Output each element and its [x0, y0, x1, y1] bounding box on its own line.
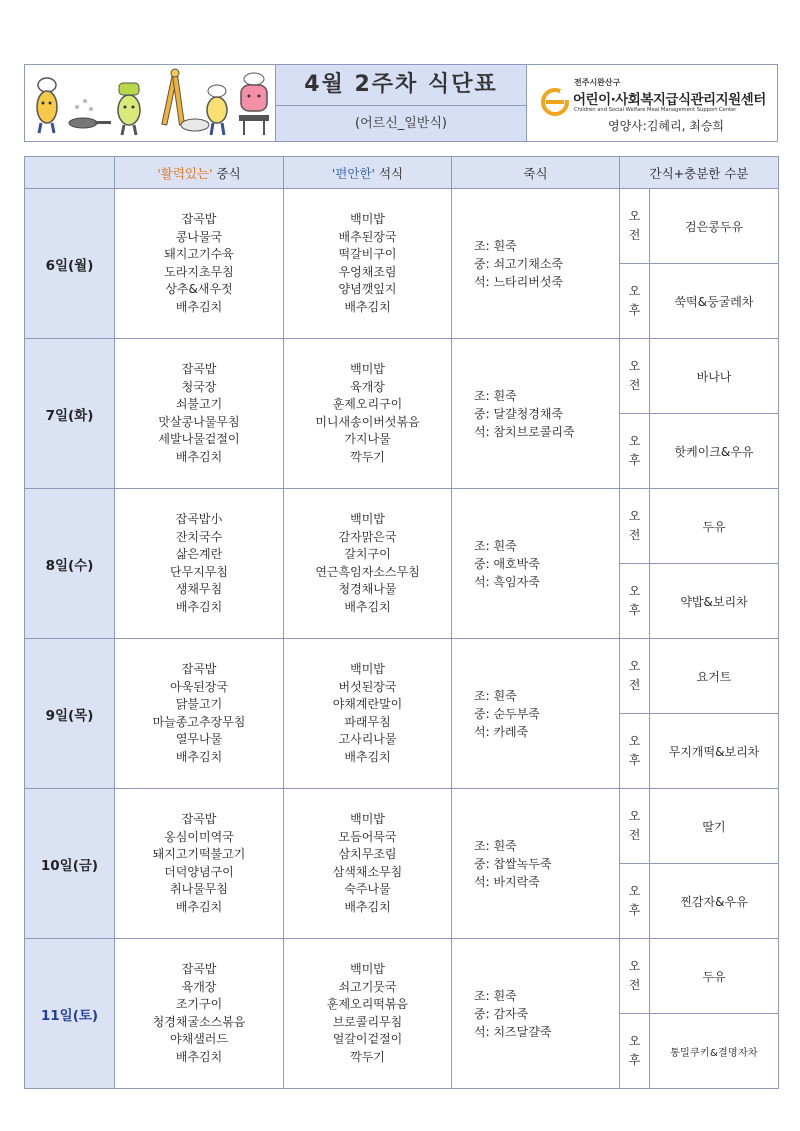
am-label	[620, 339, 650, 414]
menu-item: 석: 흑임자죽	[474, 574, 540, 589]
page-title: 4월 2주차 식단표	[276, 65, 526, 106]
menu-item: 갈치구이	[344, 547, 391, 561]
pm-label	[620, 564, 650, 639]
am-char: 전	[628, 828, 641, 842]
menu-item: 훈제오리떡볶음	[326, 997, 409, 1011]
menu-item: 훈제오리구이	[332, 397, 403, 411]
porridge-menu-cell	[452, 489, 620, 639]
menu-item: 육개장	[181, 979, 217, 994]
menu-item: 배추된장국	[338, 229, 397, 244]
menu-item: 석: 바지락죽	[474, 874, 540, 889]
menu-item: 깍두기	[350, 449, 385, 464]
lunch-menu-cell	[115, 489, 284, 639]
menu-item: 삶은계란	[175, 547, 223, 561]
menu-body	[25, 189, 779, 1089]
menu-item: 백미밥	[350, 512, 385, 526]
table-row	[25, 339, 779, 414]
menu-item: 중: 순두부죽	[474, 706, 540, 721]
snack-am: 검은콩두유	[650, 189, 779, 264]
menu-item: 미니새송이버섯볶음	[315, 414, 420, 429]
menu-item: 석: 참치브로콜리죽	[474, 424, 575, 439]
org-english-name: Children and Social Welfare Meal Management Support Center	[574, 107, 737, 113]
table-row	[25, 489, 779, 564]
menu-item: 생채무침	[175, 582, 223, 596]
pm-char: 후	[628, 453, 641, 467]
menu-item: 떡갈비구이	[338, 247, 397, 261]
org-name: 어린이·사회복지급식관리지원센터	[573, 92, 766, 108]
menu-item: 육개장	[350, 379, 385, 394]
menu-item: 청경채나물	[338, 582, 397, 596]
menu-item: 닭불고기	[175, 697, 223, 711]
dinner-menu-cell	[284, 339, 452, 489]
chef-character-icon	[118, 83, 140, 135]
menu-item: 더덕양념구이	[164, 864, 234, 879]
menu-item: 쇠고기뭇국	[338, 979, 397, 994]
pm-char: 오	[628, 884, 641, 898]
menu-item: 콩나물국	[175, 229, 223, 244]
menu-item: 청국장	[181, 379, 217, 394]
pm-label	[620, 864, 650, 939]
dinner-label: 석식	[374, 165, 404, 181]
menu-item: 삼치무조림	[338, 847, 397, 861]
menu-item: 모듬어묵국	[338, 829, 397, 844]
menu-item: 중: 감자죽	[474, 1006, 529, 1021]
menu-item: 도라지초무침	[164, 264, 234, 279]
lunch-label: 중식	[212, 165, 241, 181]
lunch-menu-cell	[115, 639, 284, 789]
pm-char: 오	[628, 1034, 641, 1048]
menu-item: 얼갈이겉절이	[332, 1032, 403, 1046]
porridge-menu-cell	[452, 189, 620, 339]
menu-item: 버섯된장국	[338, 679, 397, 694]
menu-item: 배추김치	[344, 599, 391, 614]
table-row	[25, 639, 779, 714]
menu-item: 청경채굴소스볶음	[152, 1014, 246, 1029]
menu-item: 맛살콩나물무침	[158, 414, 240, 429]
menu-item: 중: 쇠고기채소죽	[474, 256, 564, 271]
menu-item: 옹심이미역국	[164, 829, 234, 844]
snack-am: 딸기	[650, 789, 779, 864]
menu-item: 감자맑은국	[338, 529, 397, 544]
menu-item: 잡곡밥	[181, 962, 217, 976]
am-char: 전	[628, 678, 641, 692]
menu-item: 배추김치	[344, 899, 391, 914]
am-char: 오	[628, 959, 641, 973]
menu-item: 조: 흰죽	[474, 538, 517, 553]
am-char: 전	[628, 378, 641, 392]
organization-block	[528, 65, 777, 141]
menu-item: 가지나물	[344, 432, 391, 446]
menu-item: 조: 흰죽	[474, 688, 517, 703]
dinner-highlight: '편안한'	[331, 165, 375, 181]
menu-item: 야채계란말이	[332, 697, 403, 711]
menu-item: 배추김치	[344, 299, 391, 314]
header-snack: 간식+충분한 수분	[620, 157, 779, 189]
day-label: 6일(월)	[25, 189, 115, 339]
am-label	[620, 489, 650, 564]
chef-character-icon	[239, 73, 269, 135]
menu-item: 고사리나물	[338, 732, 397, 746]
menu-item: 중: 달걀청경채죽	[474, 406, 564, 421]
menu-item: 중: 애호박죽	[474, 556, 540, 571]
chef-character-icon	[181, 85, 227, 135]
pm-label	[620, 1014, 650, 1089]
pm-char: 후	[628, 1053, 641, 1067]
kitchen-utensils-icon	[162, 69, 185, 125]
table-header-row	[25, 157, 779, 189]
menu-item: 백미밥	[350, 812, 385, 826]
pm-label	[620, 714, 650, 789]
pm-label	[620, 414, 650, 489]
menu-item: 잡곡밥	[181, 362, 217, 376]
menu-item: 아욱된장국	[170, 679, 228, 694]
lunch-menu-cell	[115, 939, 284, 1089]
chef-characters-illustration	[25, 65, 275, 141]
am-char: 오	[628, 209, 641, 223]
dietitian-names: 영양사:김혜리, 최승희	[608, 119, 725, 133]
menu-item: 취나물무침	[170, 882, 228, 896]
org-district: 전주시완산구	[574, 78, 621, 87]
menu-item: 석: 느타리버섯죽	[474, 274, 564, 289]
menu-item: 조: 흰죽	[474, 238, 517, 253]
pm-char: 후	[628, 603, 641, 617]
am-char: 오	[628, 509, 641, 523]
table-row	[25, 189, 779, 264]
am-char: 오	[628, 359, 641, 373]
porridge-menu-cell	[452, 339, 620, 489]
menu-item: 조: 흰죽	[474, 388, 517, 403]
lunch-highlight: '활력있는'	[157, 165, 213, 181]
frying-pan-icon	[69, 99, 111, 128]
menu-item: 숙주나물	[344, 882, 391, 896]
pm-char: 오	[628, 584, 641, 598]
pm-char: 오	[628, 734, 641, 748]
porridge-menu-cell	[452, 639, 620, 789]
menu-header	[24, 64, 778, 142]
menu-item: 파래무침	[344, 714, 391, 729]
dinner-menu-cell	[284, 189, 452, 339]
dinner-menu-cell	[284, 789, 452, 939]
menu-item: 삼색채소무침	[332, 864, 403, 879]
menu-item: 백미밥	[350, 362, 385, 376]
dinner-menu-cell	[284, 639, 452, 789]
menu-item: 잡곡밥小	[175, 512, 223, 526]
menu-item: 돼지고기떡불고기	[152, 847, 246, 861]
lunch-menu-cell	[115, 189, 284, 339]
porridge-menu-cell	[452, 939, 620, 1089]
menu-item: 깍두기	[350, 1049, 385, 1064]
pm-char: 후	[628, 303, 641, 317]
page-subtitle: (어르신_일반식)	[276, 106, 526, 141]
snack-pm: 핫케이크&우유	[650, 414, 779, 489]
pm-char: 후	[628, 903, 641, 917]
am-char: 전	[628, 978, 641, 992]
snack-am: 요거트	[650, 639, 779, 714]
pm-char: 오	[628, 284, 641, 298]
pm-char: 후	[628, 753, 641, 767]
header-porridge: 죽식	[452, 157, 620, 189]
menu-item: 배추김치	[175, 1049, 223, 1064]
menu-item: 열무나물	[175, 732, 223, 746]
menu-item: 배추김치	[175, 299, 223, 314]
menu-item: 배추김치	[175, 899, 223, 914]
menu-item: 잡곡밥	[181, 212, 217, 226]
menu-item: 단무지무침	[170, 564, 228, 579]
am-label	[620, 789, 650, 864]
snack-pm: 약밥&보리차	[650, 564, 779, 639]
menu-item: 돼지고기수육	[164, 247, 234, 261]
am-label	[620, 939, 650, 1014]
snack-am: 두유	[650, 489, 779, 564]
menu-item: 잔치국수	[175, 529, 223, 544]
menu-item: 조: 흰죽	[474, 838, 517, 853]
dinner-menu-cell	[284, 489, 452, 639]
menu-item: 백미밥	[350, 962, 385, 976]
day-label: 8일(수)	[25, 489, 115, 639]
menu-item: 상추&새우젓	[165, 282, 233, 296]
menu-item: 마늘종고추장무침	[152, 714, 246, 729]
center-logo-icon	[540, 87, 570, 117]
menu-item: 브로콜리무침	[332, 1014, 403, 1029]
menu-item: 우엉채조림	[338, 264, 397, 279]
menu-item: 연근흑임자소스무침	[315, 564, 420, 579]
menu-item: 조: 흰죽	[474, 988, 517, 1003]
pm-label	[620, 264, 650, 339]
am-label	[620, 189, 650, 264]
snack-pm: 통밀쿠키&결명자차	[650, 1014, 779, 1089]
snack-am: 바나나	[650, 339, 779, 414]
weekly-menu-table	[24, 156, 779, 1089]
menu-item: 배추김치	[175, 749, 223, 764]
table-row	[25, 939, 779, 1014]
menu-item: 백미밥	[350, 212, 385, 226]
day-label: 7일(화)	[25, 339, 115, 489]
menu-item: 배추김치	[175, 599, 223, 614]
menu-item: 쇠불고기	[175, 397, 223, 411]
snack-pm: 쑥떡&둥굴레차	[650, 264, 779, 339]
menu-item: 잡곡밥	[181, 812, 217, 826]
snack-pm: 찐감자&우유	[650, 864, 779, 939]
menu-item: 잡곡밥	[181, 662, 217, 676]
menu-item: 배추김치	[344, 749, 391, 764]
pm-char: 오	[628, 434, 641, 448]
am-char: 전	[628, 228, 641, 242]
day-label: 11일(토)	[25, 939, 115, 1089]
menu-item: 세발나물겉절이	[158, 432, 240, 446]
menu-item: 중: 찹쌀녹두죽	[474, 856, 552, 871]
header-day	[25, 157, 115, 189]
am-char: 오	[628, 659, 641, 673]
am-char: 오	[628, 809, 641, 823]
porridge-menu-cell	[452, 789, 620, 939]
menu-item: 조기구이	[175, 997, 223, 1011]
chef-character-icon	[37, 78, 57, 133]
header-dinner	[284, 157, 452, 189]
header-lunch	[115, 157, 284, 189]
menu-item: 석: 치즈달걀죽	[474, 1024, 552, 1039]
menu-item: 양념깻잎지	[338, 282, 397, 296]
lunch-menu-cell	[115, 339, 284, 489]
title-block	[275, 65, 527, 141]
table-row	[25, 789, 779, 864]
day-label: 10일(금)	[25, 789, 115, 939]
am-label	[620, 639, 650, 714]
menu-item: 백미밥	[350, 662, 385, 676]
menu-item: 석: 카레죽	[474, 724, 529, 739]
lunch-menu-cell	[115, 789, 284, 939]
snack-am: 두유	[650, 939, 779, 1014]
menu-item: 야채샐러드	[170, 1032, 228, 1046]
menu-item: 배추김치	[175, 449, 223, 464]
day-label: 9일(목)	[25, 639, 115, 789]
dinner-menu-cell	[284, 939, 452, 1089]
am-char: 전	[628, 528, 641, 542]
snack-pm: 무지개떡&보리차	[650, 714, 779, 789]
